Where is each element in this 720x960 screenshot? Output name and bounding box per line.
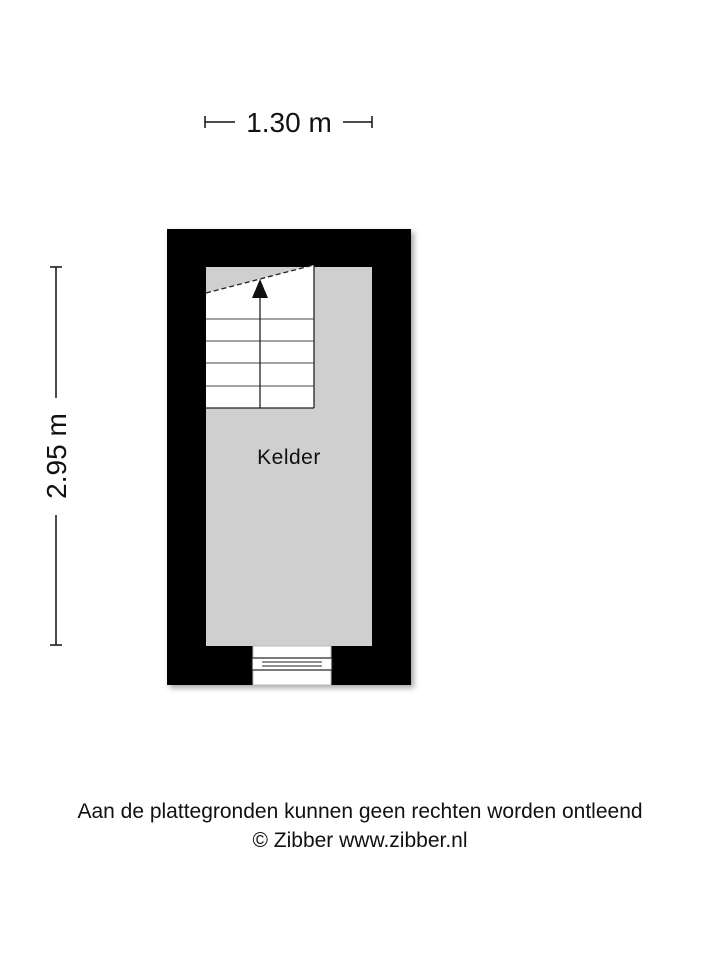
width-dimension (205, 107, 372, 138)
height-label: 2.95 m (41, 413, 72, 499)
door-opening (252, 646, 332, 685)
copyright-text: © Zibber www.zibber.nl (252, 829, 468, 852)
height-dimension (41, 267, 72, 645)
disclaimer-text: Aan de plattegronden kunnen geen rechten worden ontleend (77, 800, 643, 823)
room-label-kelder: Kelder (257, 446, 321, 469)
width-label: 1.30 m (246, 107, 332, 138)
